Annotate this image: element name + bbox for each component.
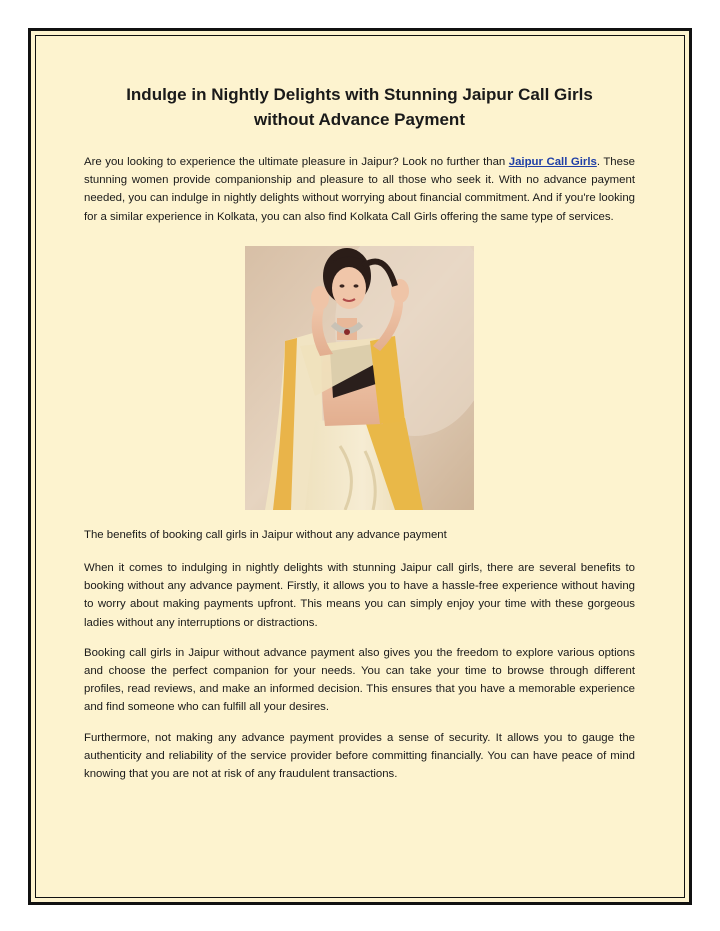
woman-in-saree-photo: [245, 246, 474, 510]
body-paragraph-1: When it comes to indulging in nightly delights with stunning Jaipur call girls, there are several benefits to booking without any advance payment. Firstly, it allows you to have a hassle-free experience without having to worry about making payments upfront. This means you can simply enjoy your time with these gorgeous ladies without any interruptions or distractions.: [84, 562, 635, 629]
body-paragraph-2: Booking call girls in Jaipur without advance payment also gives you the freedom to explore various options and choose the perfect companion for your needs. You can take your time to browse through different profiles, read reviews, and make an informed decision. This ensures that you have a memorable experience and find someone who can fulfill all your desires.: [84, 646, 635, 714]
document-body: [84, 82, 635, 783]
body-paragraph-3: Furthermore, not making any advance payment provides a sense of security. It allows you to gauge the authenticity and reliability of the service provider before committing financially. You can have peace of mind knowing that you are not at risk of any fraudulent transactions.: [84, 731, 635, 781]
intro-text-before: Are you looking to experience the ultimate pleasure in Jaipur? Look no further than: [84, 156, 509, 168]
intro-text-after: . These stunning women provide companionship and pleasure to all those who seek it. With no advance payment needed, you can indulge in nightly delights without worrying about financial commitment. And if you're looking for a similar experience in Kolkata, you can also find Kolkata Call Girls offering the same type of services.: [84, 156, 635, 223]
jaipur-call-girls-link[interactable]: Jaipur Call Girls: [508, 156, 597, 168]
section-subheading: The benefits of booking call girls in Jaipur without any advance payment: [84, 528, 447, 541]
intro-paragraph: [84, 153, 635, 226]
document-title: Indulge in Nightly Delights with Stunning Jaipur Call Girls without Advance Payment: [126, 85, 593, 129]
